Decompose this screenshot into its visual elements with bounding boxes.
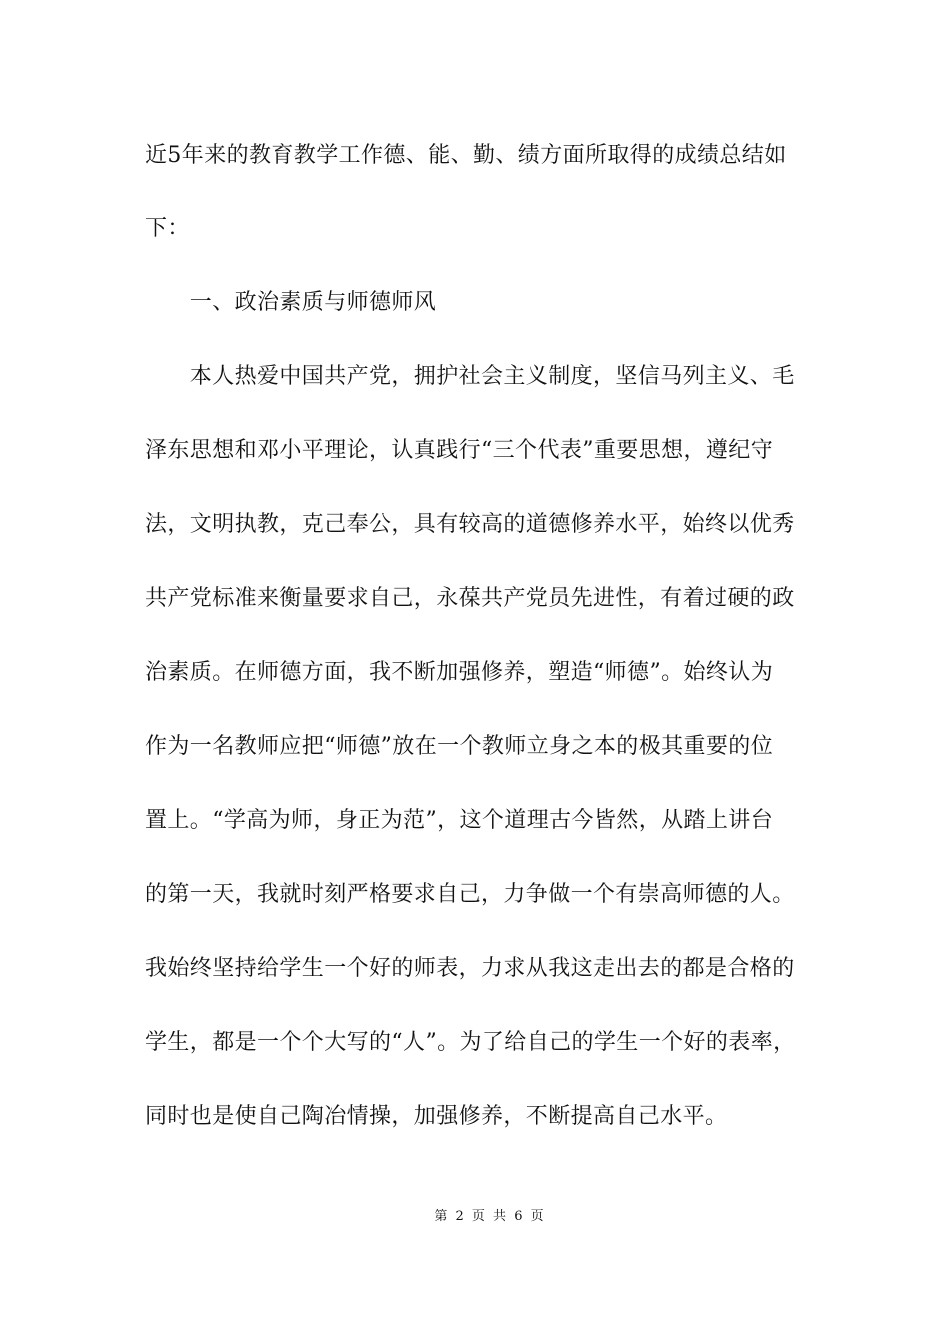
text-line: 下： [145,216,190,241]
page-number-footer: 第 2 页 共 6 页 [434,1209,546,1224]
text-line: 本人热爱中国共产党，拥护社会主义制度，坚信马列主义、毛 [145,364,795,389]
text-line: 置上。“学高为师，身正为范”，这个道理古今皆然，从踏上讲台 [145,808,774,833]
text-line: 泽东思想和邓小平理论，认真践行“三个代表”重要思想，遵纪守 [145,438,774,463]
text-line: 治素质。在师德方面，我不断加强修养，塑造“师德”。始终认为 [145,660,774,685]
text-line: 我始终坚持给学生一个好的师表，力求从我这走出去的都是合格的 [145,956,795,981]
section-heading: 一、政治素质与师德师风 [145,290,437,315]
text-line: 近5年来的教育教学工作德、能、勤、绩方面所取得的成绩总结如 [145,143,787,168]
text-line: 共产党标准来衡量要求自己，永葆共产党员先进性，有着过硬的政 [145,586,795,611]
text-line: 同时也是使自己陶冶情操，加强修养，不断提高自己水平。 [145,1104,728,1129]
text-line: 学生，都是一个个大写的“人”。为了给自己的学生一个好的表率， [145,1030,796,1055]
text-line: 法，文明执教，克己奉公，具有较高的道德修养水平，始终以优秀 [145,512,795,537]
text-line: 作为一名教师应把“师德”放在一个教师立身之本的极其重要的位 [145,734,774,759]
text-line: 的第一天，我就时刻严格要求自己，力争做一个有崇高师德的人。 [145,882,795,907]
